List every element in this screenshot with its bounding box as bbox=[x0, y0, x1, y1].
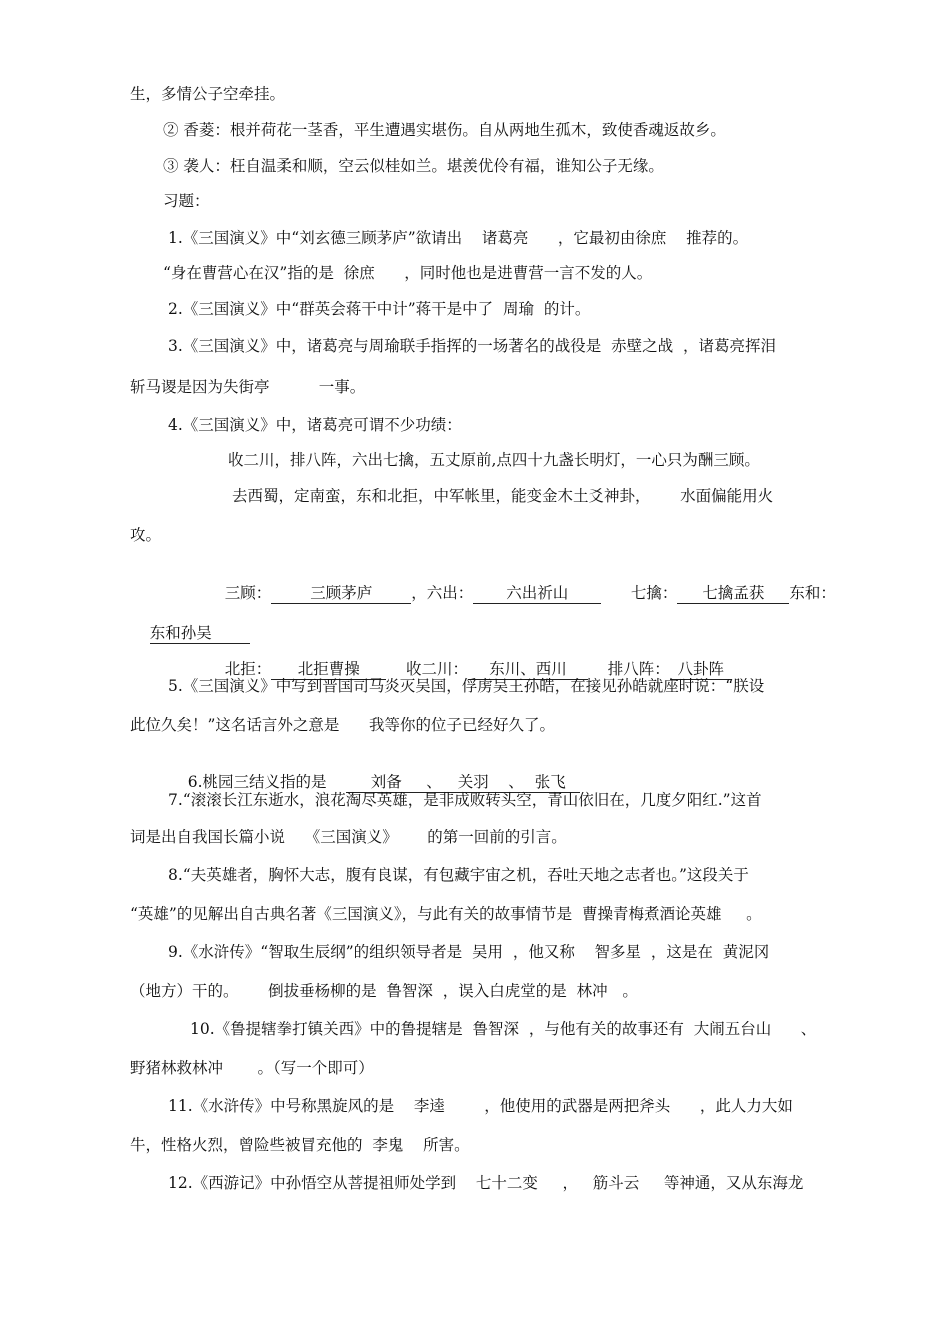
text-line: 词是出自我国长篇小说 《三国演义》 的第一回前的引言。 bbox=[130, 828, 567, 846]
poem-line: 收二川，排八阵，六出七擒，五丈原前,点四十九盏长明灯，一心只为酬三顾。 bbox=[228, 451, 760, 469]
text-line: “身在曹营心在汉”指的是 徐庶 ，同时他也是进曹营一言不发的人。 bbox=[163, 264, 653, 282]
separator: 、 bbox=[426, 773, 442, 791]
question-9: 9.《水浒传》“智取生辰纲”的组织领导者是 吴用 ，他又称 智多星 ，这是在 黄泥冈 bbox=[168, 943, 770, 961]
question-12: 12.《西游记》中孙悟空从菩提祖师处学到 七十二变 ， 筋斗云 等神通，又从东海龙 bbox=[168, 1174, 804, 1192]
answer-blank: 北拒曹操 bbox=[271, 659, 386, 680]
answer-blank: 三顾茅庐 bbox=[271, 583, 411, 604]
answer-label: 东和： bbox=[789, 584, 836, 602]
answer-blank: 八卦阵 bbox=[670, 659, 732, 680]
answer-blank: 东川、西川 bbox=[468, 659, 588, 680]
separator: 、 bbox=[508, 773, 524, 791]
exercise-heading: 习题： bbox=[163, 192, 210, 210]
answer-blank: 六出祈山 bbox=[473, 583, 601, 604]
answer-blank: 东和孙吴 bbox=[150, 623, 250, 644]
question-11: 11.《水浒传》中号称黑旋风的是 李逵 ，他使用的武器是两把斧头 ，此人力大如 bbox=[168, 1097, 793, 1115]
answer-blank: 刘备 bbox=[346, 772, 426, 793]
text-line: 斩马谡是因为失街亭 一事。 bbox=[130, 378, 366, 396]
answer-blank: 张飞 bbox=[520, 772, 580, 793]
text-line: （地方）干的。 倒拔垂杨柳的是 鲁智深 ，误入白虎堂的是 林冲 。 bbox=[130, 982, 638, 1000]
answer-label: 收二川： bbox=[405, 660, 468, 678]
answer-label: 北拒： bbox=[224, 660, 272, 678]
text-line: 牛，性格火烈，曾险些被冒充他的 李鬼 所害。 bbox=[130, 1136, 470, 1154]
text-line: 野猪林救林冲 。（写一个即可） bbox=[130, 1059, 374, 1077]
answer-label: 三顾： bbox=[224, 584, 272, 602]
answer-blank: 关羽 bbox=[438, 772, 508, 793]
text-line: ② 香菱：根并荷花一茎香，平生遭遇实堪伤。自从两地生孤木，致使香魂返故乡。 bbox=[163, 121, 726, 139]
question-10: 10.《鲁提辖拳打镇关西》中的鲁提辖是 鲁智深 ，与他有关的故事还有 大闹五台山 、 bbox=[190, 1020, 817, 1038]
text-line: 此位久矣！”这名话言外之意是 我等你的位子已经好久了。 bbox=[130, 716, 555, 734]
answer-label: ，六出： bbox=[411, 584, 474, 602]
question-1: 1.《三国演义》中“刘玄德三顾茅庐”欲请出 诸葛亮 ，它最初由徐庶 推荐的。 bbox=[168, 229, 749, 247]
answer-label: 排八阵： bbox=[607, 660, 670, 678]
text-line: 攻。 bbox=[130, 526, 162, 544]
text-line: ③ 袭人：枉自温柔和顺，空云似桂如兰。堪羡优伶有福，谁知公子无缘。 bbox=[163, 157, 664, 175]
question-7: 7.“滚滚长江东逝水，浪花淘尽英雄，是非成败转头空，青山依旧在，几度夕阳红.”这首 bbox=[168, 791, 762, 809]
answer-blank: 七擒孟获 bbox=[677, 583, 789, 604]
text-line: “英雄”的见解出自古典名著《三国演义》，与此有关的故事情节是 曹操青梅煮酒论英雄 。 bbox=[130, 905, 762, 923]
answer-row bbox=[205, 563, 836, 624]
question-4: 4.《三国演义》中，诸葛亮可谓不少功绩： bbox=[168, 416, 462, 434]
question-3: 3.《三国演义》中，诸葛亮与周瑜联手指挥的一场著名的战役是 赤壁之战 ，诸葛亮挥泪 bbox=[168, 337, 776, 355]
question-text: 6.桃园三结义指的是 bbox=[187, 773, 327, 791]
answer-label: 七擒： bbox=[630, 584, 678, 602]
question-5: 5.《三国演义》中写到晋国司马炎灭吴国，俘虏吴王孙皓，在接见孙皓就座时说：“朕设 bbox=[168, 677, 765, 695]
question-8: 8.“夫英雄者，胸怀大志，腹有良谋，有包藏宇宙之机，吞吐天地之志者也。”这段关于 bbox=[168, 866, 749, 884]
text-line: 生，多情公子空牵挂。 bbox=[130, 85, 286, 103]
poem-line: 去西蜀，定南蛮，东和北拒，中军帐里，能变金木土爻神卦， 水面偏能用火 bbox=[232, 487, 774, 505]
question-2: 2.《三国演义》中“群英会蒋干中计”蒋干是中了 周瑜 的计。 bbox=[168, 300, 591, 318]
